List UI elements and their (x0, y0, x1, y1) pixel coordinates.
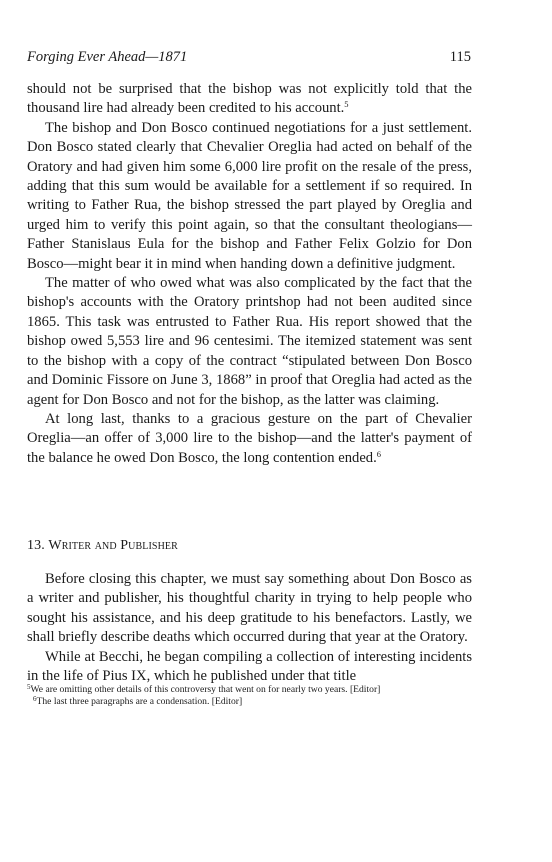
footnote-text: We are omitting other details of this controversy that went on for nearly two years. [Editor] (30, 684, 381, 695)
main-text (27, 80, 472, 468)
paragraph: While at Becchi, he began compiling a collection of interesting incidents in the life of Pius IX, which he published under that title (27, 648, 472, 685)
running-title: Forging Ever Ahead—1871 (27, 49, 188, 65)
section-title: Writer and Publisher (48, 538, 178, 553)
paragraph (27, 274, 472, 410)
footnote-number: 5 (27, 683, 31, 691)
page-header (27, 48, 471, 66)
paragraph-text: should not be surprised that the bishop was not explicitly told that the thousand lire had already been credited to his account. (27, 81, 472, 117)
footnote-text: The last three paragraphs are a condensation. [Editor] (36, 696, 243, 708)
page-number: 115 (449, 49, 471, 65)
footnote-reference[interactable]: 5 (344, 99, 349, 110)
paragraph-text: The matter of who owed what was also complicated by the fact that the bishop's accounts with the Oratory printshop had not been audited since 1865. This task was entrusted to Father Rua. His report showed that the bishop owed 5,553 lire and 96 centesimi. The itemized statement was sent to the bishop with a copy of the contract “stipulated between Don Bosco and Dominic Fissore on June 3, 1868” in proof that Oreglia had acted as the agent for Don Bosco and not for the bishop, as the latter was claiming. (27, 275, 472, 408)
paragraph (27, 119, 472, 274)
section-number: 13. (27, 538, 45, 553)
paragraph-text: At long last, thanks to a gracious gesture on the part of Chevalier Oreglia—an offer of 3,000 lire to the bishop—and the latter's payment of the balance he owed Don Bosco, the long contention ended. (27, 410, 472, 466)
section-text (27, 570, 472, 686)
section-heading (27, 537, 178, 555)
footnote-number: 6 (33, 695, 37, 704)
footnote (27, 684, 472, 696)
paragraph (27, 410, 472, 468)
paragraph-text: The bishop and Don Bosco continued negotiations for a just settlement. Don Bosco stated clearly that Chevalier Oreglia had acted on behalf of the Oratory and had given him some 6,000 lire profit on the resale of the press, adding that this sum would be available for a settlement if so required. In writing to Father Rua, the bishop stressed the part played by Oreglia and urged him to verify this point again, so that the consultant theologians—Father Stanislaus Eula for the bishop and Father Felix Golzio for Don Bosco—might bear it in mind when handing down a definitive judgment. (27, 119, 472, 272)
footnotes (27, 684, 472, 708)
paragraph: Before closing this chapter, we must say something about Don Bosco as a writer and publisher, his thoughtful charity in trying to help people who sought his assistance, and his deep gratitude to his benefactors. Lastly, we shall briefly describe deaths which occurred during that year at the Oratory. (27, 571, 472, 646)
footnote (27, 696, 472, 708)
footnote-reference[interactable]: 6 (376, 448, 381, 459)
paragraph (27, 80, 472, 119)
